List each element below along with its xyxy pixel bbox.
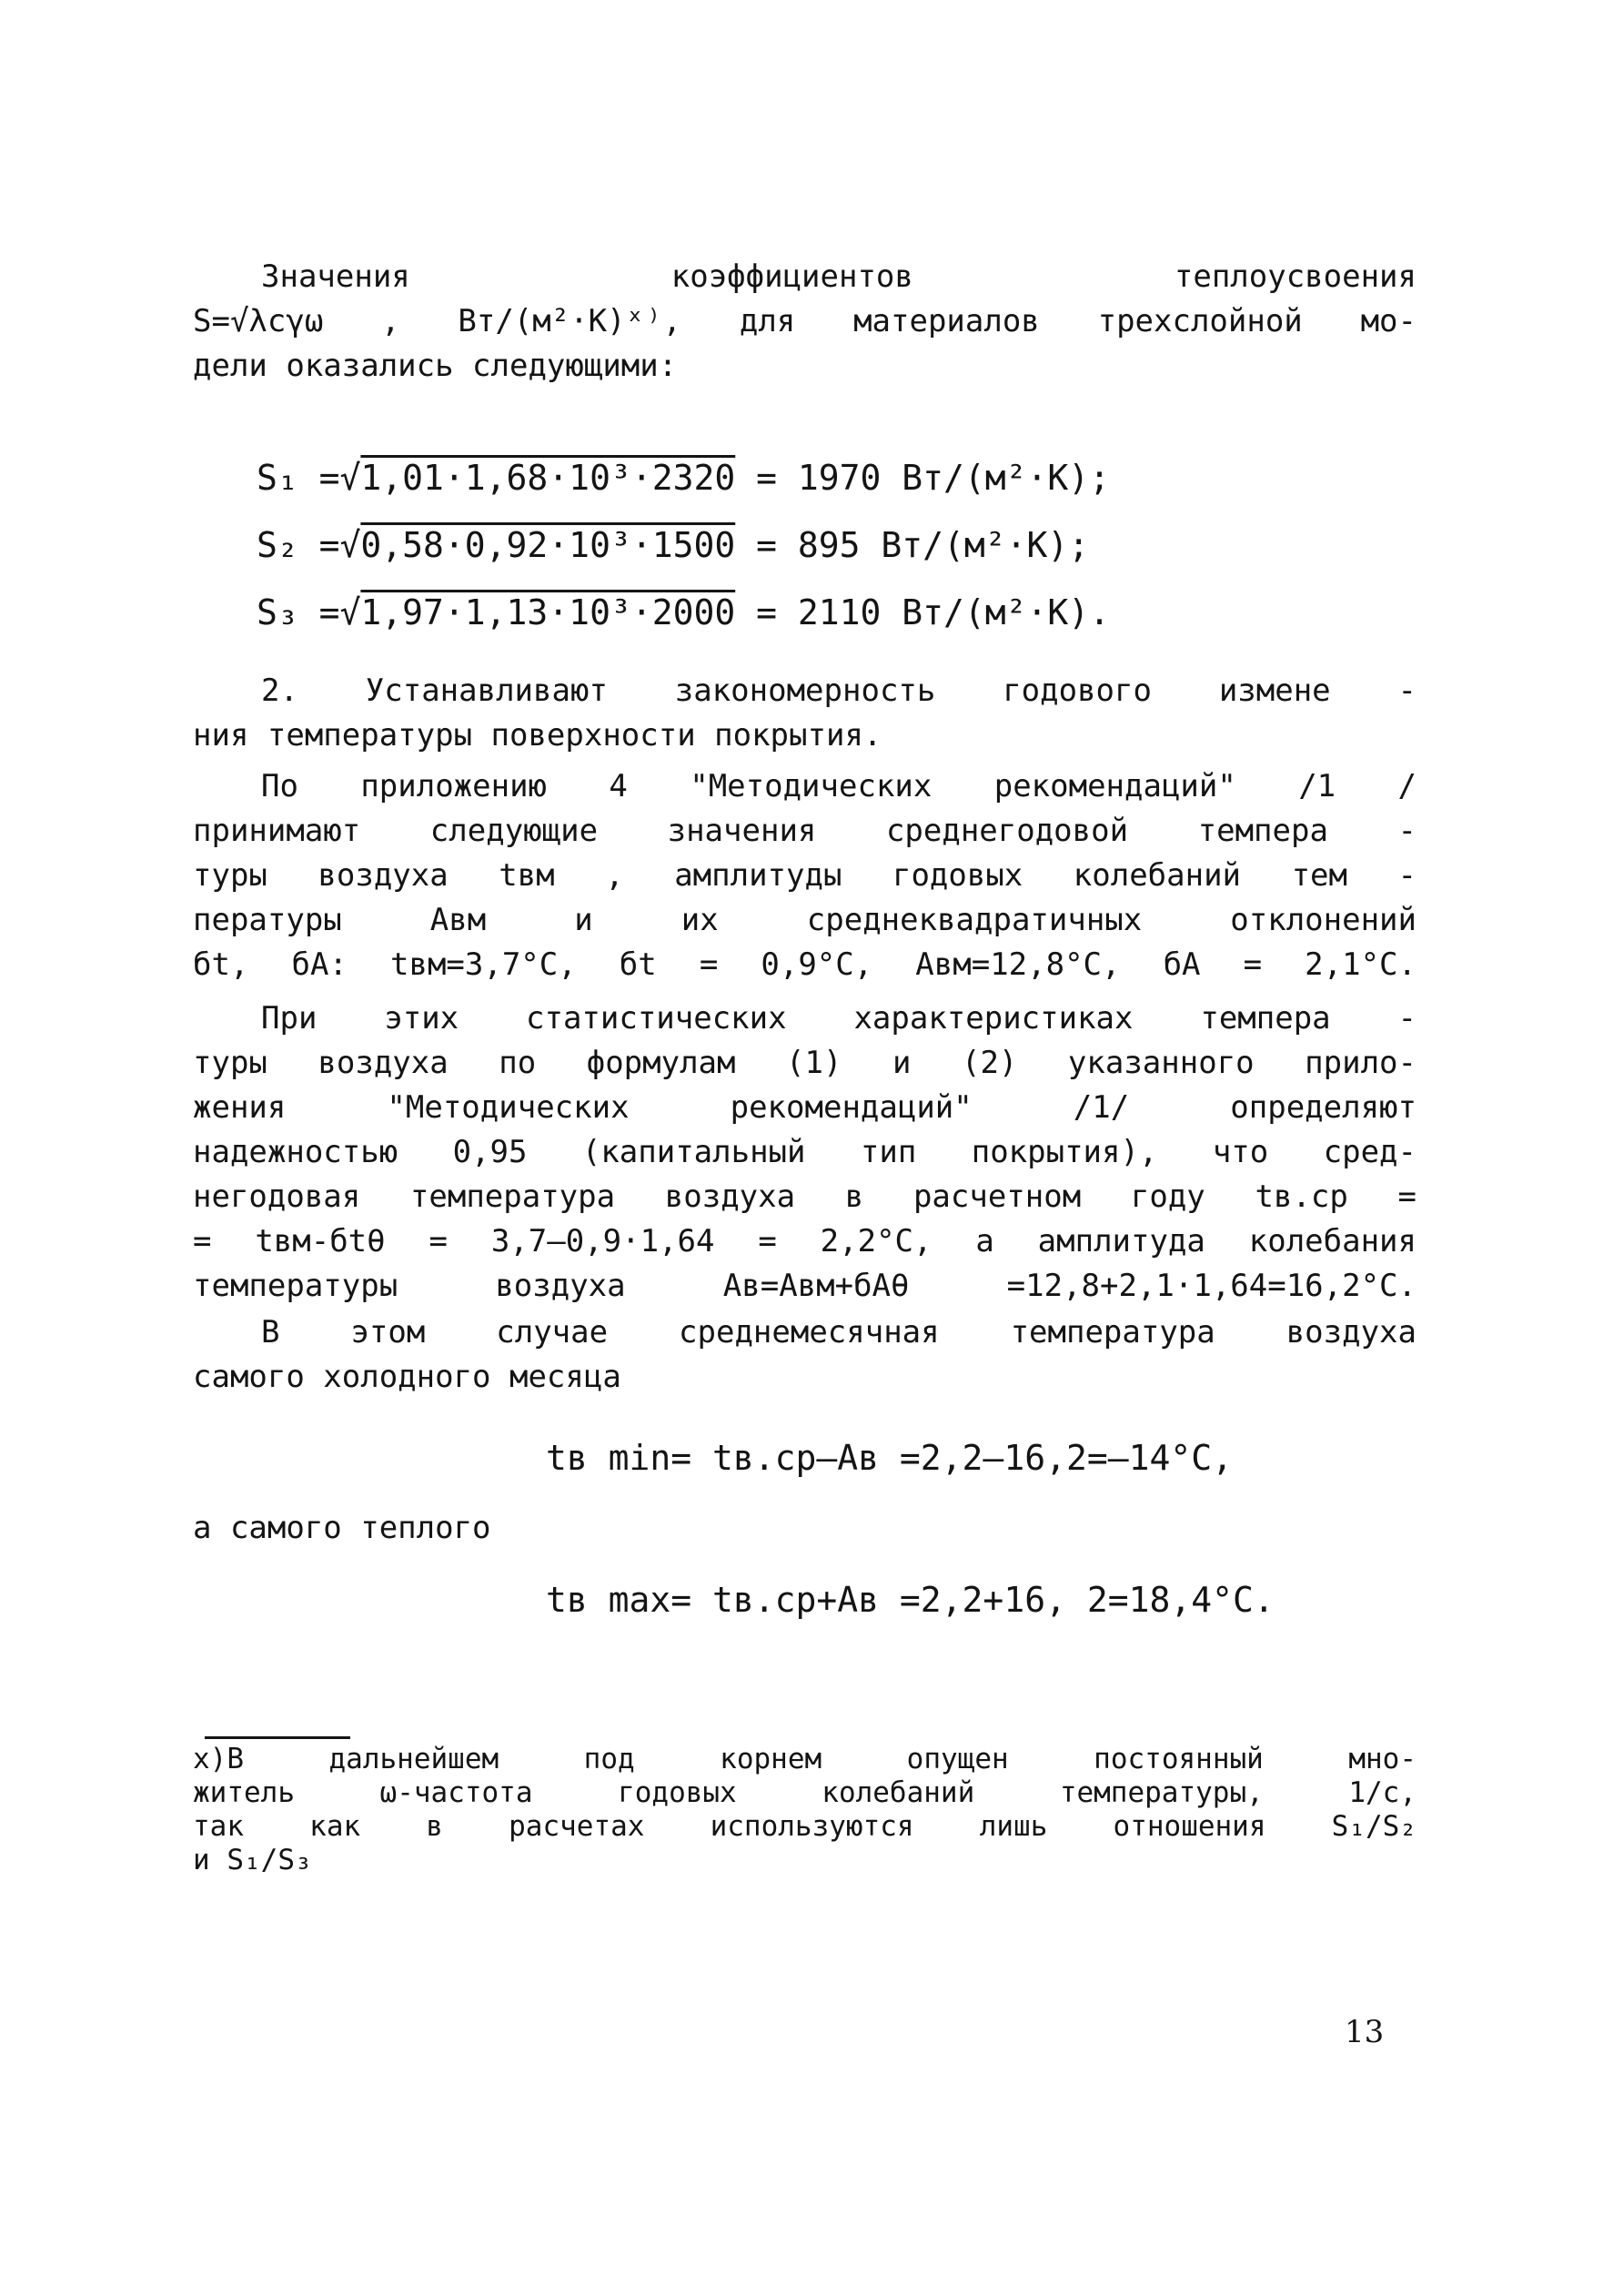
statistics-line-5: негодовая температура воздуха в расчетном году tв.ср = <box>193 1178 1416 1215</box>
formula-s2-result: = 895 Вт/(м²·К); <box>756 525 1090 565</box>
statistics-line-1: При этих статистических характеристиках темпера - <box>261 1000 1416 1037</box>
statistics-line-2: туры воздуха по формулам (1) и (2) указанного прило- <box>193 1045 1416 1081</box>
footnote-line-4: и S₁/S₃ <box>193 1844 312 1876</box>
statistics-line-3: жения "Методических рекомендаций" /1/ определяют <box>193 1089 1416 1126</box>
radical-sign: √ <box>339 458 361 498</box>
formula-s3-result: = 2110 Вт/(м²·К). <box>756 592 1111 632</box>
appendix-line-2: принимают следующие значения среднегодовой темпера - <box>193 813 1416 849</box>
statistics-paragraph <box>193 996 1416 1309</box>
formula-s3 <box>257 590 1110 635</box>
statistics-line-7: температуры воздуха Aв=Aвм+бAθ =12,8+2,1·1,64=16,2°C. <box>193 1268 1416 1304</box>
warmest-line: а самого теплого <box>193 1510 491 1546</box>
warmest-month-text <box>193 1506 1416 1551</box>
intro-line-3: дели оказались следующими: <box>193 348 678 384</box>
intro-line-1: Значения коэффициентов теплоусвоения <box>261 258 1416 295</box>
coldest-month-paragraph <box>193 1310 1416 1400</box>
formula-s3-radicand: 1,97·1,13·10³·2000 <box>360 592 736 632</box>
coldest-line-2: самого холодного месяца <box>193 1359 621 1395</box>
formula-t-max: tв max= tв.ср+Aв =2,2+16, 2=18,4°C. <box>546 1580 1275 1620</box>
formula-s1-result: = 1970 Вт/(м²·К); <box>756 458 1111 498</box>
footnote-line-3: так как в расчетах используются лишь отношения S₁/S₂ <box>193 1810 1416 1843</box>
appendix-line-5: бt, бA: tвм=3,7°C, бt = 0,9°C, Aвм=12,8°C, бA = 2,1°C. <box>193 946 1416 983</box>
intro-paragraph <box>193 255 1416 389</box>
step-2-line-1: 2. Устанавливают закономерность годового измене - <box>261 673 1416 709</box>
appendix-paragraph <box>193 764 1416 987</box>
formula-s1-radicand: 1,01·1,68·10³·2320 <box>360 458 736 498</box>
intro-line-2: S=√λcγω , Вт/(м²·К)ˣ⁾, для материалов трехслойной мо- <box>193 303 1416 339</box>
appendix-line-1: По приложению 4 "Методических рекомендаций" /1 / <box>261 768 1416 804</box>
coldest-line-1: В этом случае среднемесячная температура воздуха <box>261 1314 1416 1350</box>
formula-s2 <box>257 522 1089 568</box>
page-number: 13 <box>1345 2014 1385 2050</box>
formula-s2-radicand: 0,58·0,92·10³·1500 <box>360 525 736 565</box>
radical-sign: √ <box>339 592 361 632</box>
statistics-line-4: надежностью 0,95 (капитальный тип покрытия), что сред- <box>193 1134 1416 1170</box>
footnote-rule <box>205 1736 350 1739</box>
formula-t-min: tв min= tв.ср–Aв =2,2–16,2=–14°C, <box>546 1438 1233 1478</box>
footnote-line-1: x)В дальнейшем под корнем опущен постоянный мно- <box>193 1743 1416 1775</box>
statistics-line-6: = tвм-бtθ = 3,7–0,9·1,64 = 2,2°C, а амплитуда колебания <box>193 1223 1416 1259</box>
footnote <box>193 1743 1416 1877</box>
appendix-line-3: туры воздуха tвм , амплитуды годовых колебаний тем - <box>193 857 1416 894</box>
formula-s3-lhs: S₃ = <box>257 592 340 632</box>
step-2-paragraph <box>193 669 1416 758</box>
formula-s1-lhs: S₁ = <box>257 458 340 498</box>
formula-s1 <box>257 455 1110 501</box>
appendix-line-4: пературы Aвм и их среднеквадратичных отклонений <box>193 902 1416 938</box>
radical-sign: √ <box>339 525 361 565</box>
step-2-line-2: ния температуры поверхности покрытия. <box>193 717 882 754</box>
formula-s2-lhs: S₂ = <box>257 525 340 565</box>
footnote-line-2: житель ω-частота годовых колебаний температуры, 1/с, <box>193 1776 1416 1809</box>
